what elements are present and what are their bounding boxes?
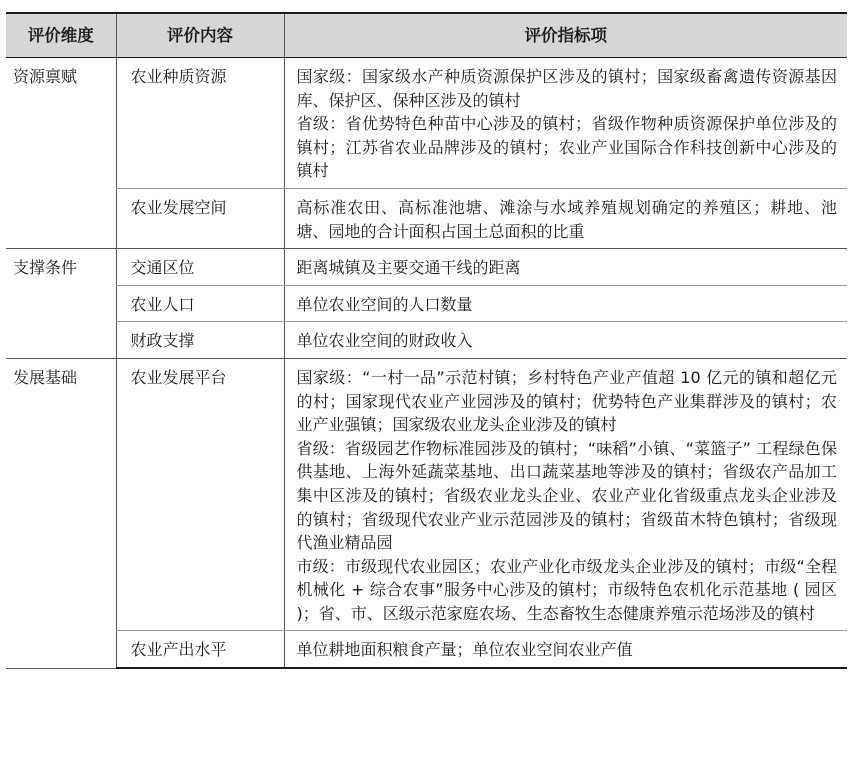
metric-cell: 国家级：国家级水产种质资源保护区涉及的镇村；国家级畜禽遗传资源基因库、保护区、保种区涉及的镇村 省级：省优势特色种苗中心涉及的镇村；省级作物种质资源保护单位涉及的镇村；江苏省农业品牌涉及的镇村；农业产业国际合作科技创新中心涉及的镇村 (284, 58, 847, 189)
table-row (6, 631, 847, 668)
table-row (6, 285, 847, 322)
content-cell: 农业发展空间 (116, 188, 284, 248)
metric-cell: 距离城镇及主要交通干线的距离 (284, 249, 847, 286)
table-row (6, 322, 847, 359)
content-cell: 交通区位 (116, 249, 284, 286)
table-row (6, 58, 847, 189)
table-row (6, 358, 847, 631)
content-cell: 农业人口 (116, 285, 284, 322)
metric-cell: 高标准农田、高标准池塘、滩涂与水域养殖规划确定的养殖区；耕地、池塘、园地的合计面积占国土总面积的比重 (284, 188, 847, 248)
header-content: 评价内容 (116, 13, 284, 58)
metric-cell: 国家级：“一村一品”示范村镇；乡村特色产业产值超 10 亿元的镇和超亿元的村；国家现代农业产业园涉及的镇村；优势特色产业集群涉及的镇村；农业产业强镇；国家级农业龙头企业涉及的镇村 省级：省级园艺作物标准园涉及的镇村；“味稻”小镇、“菜篮子” 工程绿色保供基地、上海外延蔬菜基地、出口蔬菜基地等涉及的镇村；省级农产品加工集中区涉及的镇村；省级农业龙头企业、农业产业化省级重点龙头企业涉及的镇村；省级现代农业产业示范园涉及的镇村；省级苗木特色镇村；省级现代渔业精品园 市级：市级现代农业园区；农业产业化市级龙头企业涉及的镇村；市级“全程机械化 + 综合农事”服务中心涉及的镇村；市级特色农机化示范基地 ( 园区 )；省、市、区级示范家庭农场、生态畜牧生态健康养殖示范场涉及的镇村 (284, 358, 847, 631)
content-cell: 财政支撑 (116, 322, 284, 359)
header-dimension: 评价维度 (6, 13, 116, 58)
metric-cell: 单位农业空间的人口数量 (284, 285, 847, 322)
table-row (6, 188, 847, 248)
dimension-cell: 发展基础 (6, 358, 116, 668)
header-row (6, 13, 847, 58)
content-cell: 农业发展平台 (116, 358, 284, 631)
dimension-cell: 支撑条件 (6, 249, 116, 359)
header-metric: 评价指标项 (284, 13, 847, 58)
content-cell: 农业产出水平 (116, 631, 284, 668)
table-row (6, 249, 847, 286)
dimension-cell: 资源禀赋 (6, 58, 116, 249)
evaluation-table (6, 12, 847, 669)
content-cell: 农业种质资源 (116, 58, 284, 189)
metric-cell: 单位耕地面积粮食产量；单位农业空间农业产值 (284, 631, 847, 668)
metric-cell: 单位农业空间的财政收入 (284, 322, 847, 359)
evaluation-table-container (6, 12, 847, 669)
